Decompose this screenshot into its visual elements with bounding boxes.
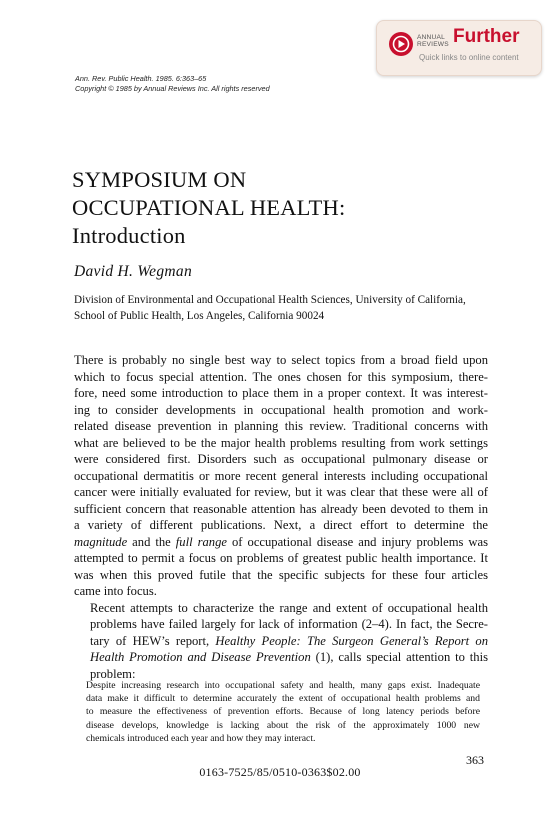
text-run: tary of HEW’s report, [90,633,216,648]
text-run: (1), calls special attention to this [310,650,488,664]
quote-line: data make it difficult to determine accurately the extent of occupational health problems and [86,693,480,705]
badge-publisher-line: REVIEWS [417,41,449,49]
title-line: Introduction [72,223,186,248]
affiliation-line: Division of Environmental and Occupational Health Sciences, University of California, [74,294,466,306]
text-line: were considered first. Disorders such as occupational pulmonary disease or [74,452,488,466]
title-line: OCCUPATIONAL HEALTH: [72,195,346,220]
text-line: came into focus. [74,584,157,598]
text-line: occupational dermatitis or more recent general interests including occupational [74,468,488,483]
citation-copyright: Copyright © 1985 by Annual Reviews Inc. All rights reserved [75,84,270,93]
author-affiliation [74,292,490,324]
text-line: problems have failed largely for lack of information (2–4). In fact, the Secre- [90,617,488,631]
citation-journal: Ann. Rev. Public Health. 1985. 6:363–65 [75,74,207,83]
annual-reviews-further-badge[interactable] [376,20,542,76]
author-name: David H. Wegman [74,263,193,280]
text-line: related disease prevention in planning this review. Traditional concerns with [74,419,488,433]
text-line [74,633,488,650]
emphasis: Health Promotion and Disease Prevention [90,650,311,664]
badge-publisher [417,34,449,49]
affiliation-line: School of Public Health, Los Angeles, California 90024 [74,310,325,322]
quote-line: chemicals introduced each year and how they may interact. [86,732,316,744]
text-line: what are believed to be the major health problems resulting from work settings [74,435,488,450]
text-line: which to focus special attention. The ones chosen for this symposium, there- [74,369,488,384]
text-line: fore, need some introduction to place them in a proper context. It was interest- [74,386,488,400]
badge-publisher-line: ANNUAL [417,34,445,41]
article-title [72,166,345,250]
text-line: cancer were initially evaluated for review, but it was clear that these were all of [74,485,488,499]
text-line: problem: [90,666,136,681]
text-line: was when this proved futile that the specific subjects for these four articles [74,567,488,582]
quote-line: Despite increasing research into occupational safety and health, many gaps exist. Inadequate [86,680,480,691]
text-line: a variety of different publications. Next, a direct effort to determine the [74,518,488,532]
badge-subtitle: Quick links to online content [419,53,519,62]
citation [75,74,270,94]
text-line: sufficient concern that reasonable attention has already been devoted to them in [74,501,488,516]
text-line: attempted to permit a focus on problems of greatest public health importance. It [74,551,488,565]
text-line [74,649,488,666]
text-line: There is probably no single best way to select topics from a broad field upon [74,353,488,367]
quote-line: to measure the effectiveness of prevention efforts. Because of long latency periods before [86,706,480,718]
annual-reviews-logo-icon [389,32,413,56]
badge-further-label: Further [453,26,520,47]
text-line: ing to consider developments in occupational health promotion and work- [74,402,488,417]
text-run: and the [127,534,176,549]
paragraph [74,352,488,600]
text-run: of occupational disease and injury problems was [227,534,489,549]
quote-line: disease develops, knowledge is lacking about the risk of the approximately 1000 new [86,719,480,731]
article-code: 0163-7525/85/0510-0363$02.00 [199,765,361,779]
emphasis: magnitude [74,534,128,549]
title-line: SYMPOSIUM ON [72,167,247,192]
paragraph [74,600,488,683]
emphasis: full range [175,534,227,549]
emphasis: Healthy People: The Surgeon General’s Report on [215,633,488,648]
page-number: 363 [466,753,484,767]
article-body [74,352,488,682]
text-line [74,534,488,551]
block-quote [86,679,480,745]
text-line: Recent attempts to characterize the range and extent of occupational health [90,600,488,615]
